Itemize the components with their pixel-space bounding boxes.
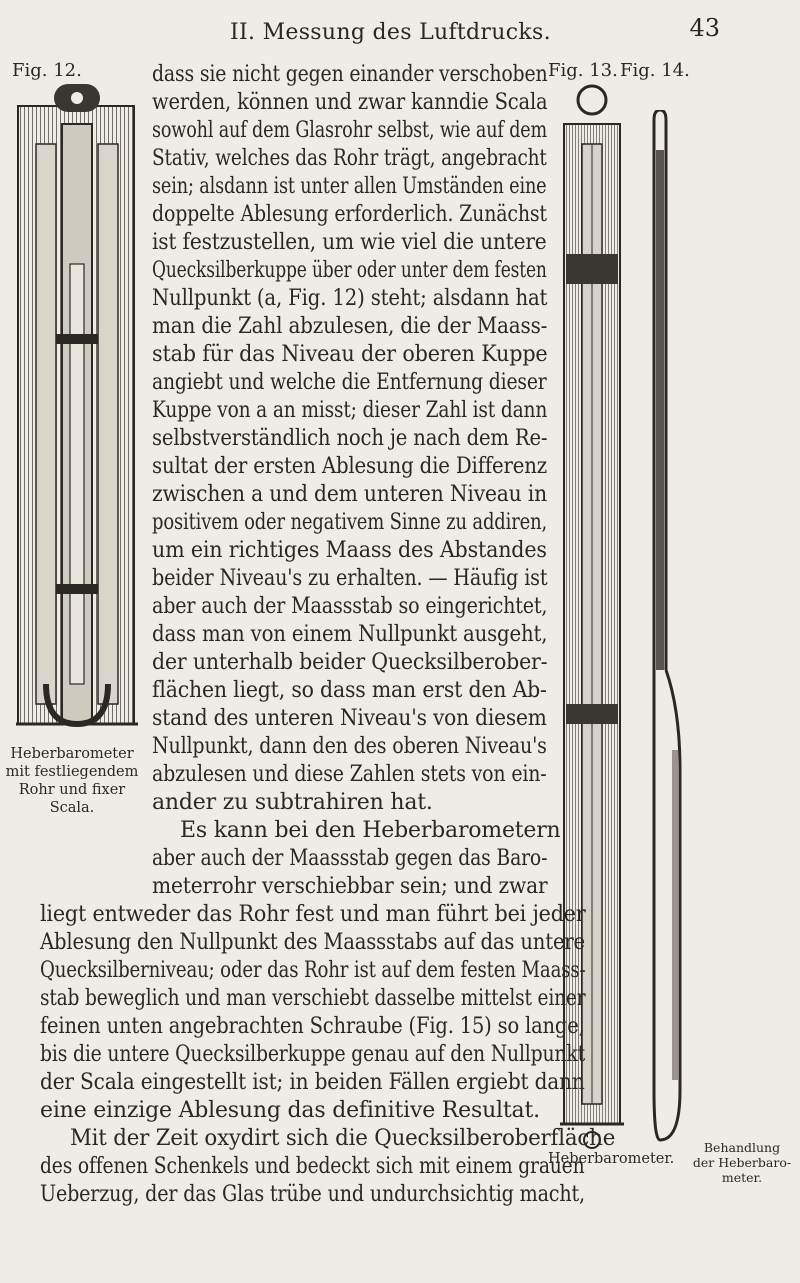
- fig12-label: Fig. 12.: [12, 60, 82, 81]
- fig12-caption: [4, 745, 140, 817]
- body-line: Kuppe von a an misst; dieser Zahl ist dann: [152, 398, 548, 423]
- body-line: aber auch der Maassstab so eingerichtet,: [152, 594, 548, 619]
- body-line: feinen unten angebrachten Schraube (Fig. 15) so lange,: [40, 1014, 585, 1039]
- body-line: werden, können und zwar kanndie Scala: [152, 90, 548, 115]
- body-line: eine einzige Ablesung das definitive Resultat.: [40, 1098, 540, 1123]
- body-line: stand des unteren Niveau's von diesem: [152, 706, 547, 731]
- fig13-label: Fig. 13.: [548, 60, 618, 81]
- running-title: II. Messung des Luftdrucks.: [230, 20, 551, 45]
- body-line: Nullpunkt, dann den des oberen Niveau's: [152, 734, 547, 759]
- margin-note-line: der Heberbaro-: [692, 1155, 792, 1170]
- body-line: sein; alsdann ist unter allen Umständen eine: [152, 174, 547, 199]
- body-line: beider Niveau's zu erhalten. — Häufig ist: [152, 566, 548, 591]
- fig12-caption-line: Scala.: [49, 800, 95, 816]
- page-number: 43: [689, 14, 720, 42]
- margin-note: [686, 1140, 798, 1185]
- body-line: Quecksilberniveau; oder das Rohr ist auf dem festen Maass-: [40, 958, 586, 983]
- body-line: abzulesen und diese Zahlen stets von ein-: [152, 762, 547, 787]
- fig14-label: Fig. 14.: [620, 60, 690, 81]
- body-line: positivem oder negativem Sinne zu addiren,: [152, 510, 548, 535]
- body-line: sultat der ersten Ablesung die Differenz: [152, 454, 548, 479]
- fig14-illustration: [636, 110, 686, 1150]
- body-line: Ueberzug, der das Glas trübe und undurchsichtig macht,: [40, 1182, 585, 1207]
- body-line: flächen liegt, so dass man erst den Ab-: [152, 678, 547, 703]
- body-line: Mit der Zeit oxydirt sich die Quecksilberoberfläche: [70, 1126, 616, 1151]
- fig12-caption-line: Heberbarometer: [10, 746, 134, 762]
- body-line: ander zu subtrahiren hat.: [152, 790, 433, 815]
- fig12-illustration: [16, 84, 138, 734]
- body-line: angiebt und welche die Entfernung dieser: [152, 370, 547, 395]
- body-line: zwischen a und dem unteren Niveau in: [152, 482, 547, 507]
- running-header: [150, 14, 720, 45]
- body-line: stab beweglich und man verschiebt dasselbe mittelst einer: [40, 986, 586, 1011]
- body-line: bis die untere Quecksilberkuppe genau auf den Nullpunkt: [40, 1042, 585, 1067]
- body-line: des offenen Schenkels und bedeckt sich mit einem grauen: [40, 1154, 585, 1179]
- body-line: Stativ, welches das Rohr trägt, angebracht: [152, 146, 547, 171]
- fig12-caption-line: mit festliegendem: [5, 764, 139, 780]
- margin-note-line: meter.: [721, 1170, 763, 1185]
- body-line: ist festzustellen, um wie viel die untere: [152, 230, 547, 255]
- body-line: Quecksilberkuppe über oder unter dem festen: [152, 258, 547, 283]
- body-line: dass man von einem Nullpunkt ausgeht,: [152, 622, 548, 647]
- body-line: stab für das Niveau der oberen Kuppe: [152, 342, 548, 367]
- body-line: dass sie nicht gegen einander verschoben: [152, 62, 548, 87]
- body-line: Es kann bei den Heberbarometern: [180, 818, 561, 843]
- body-line: Nullpunkt (a, Fig. 12) steht; alsdann hat: [152, 286, 548, 311]
- body-line: um ein richtiges Maass des Abstandes: [152, 538, 547, 563]
- margin-note-line: Behandlung: [703, 1140, 781, 1155]
- body-line: man die Zahl abzulesen, die der Maass-: [152, 314, 548, 339]
- body-line: Ablesung den Nullpunkt des Maassstabs auf das untere: [40, 930, 585, 955]
- body-line: meterrohr verschiebbar sein; und zwar: [152, 874, 548, 899]
- body-line: selbstverständlich noch je nach dem Re-: [152, 426, 548, 451]
- body-line: aber auch der Maassstab gegen das Baro-: [152, 846, 548, 871]
- fig13-caption: Heberbarometer.: [548, 1151, 675, 1167]
- body-line: der unterhalb beider Quecksilberober-: [152, 650, 548, 675]
- body-line: der Scala eingestellt ist; in beiden Fällen ergiebt dann: [40, 1070, 585, 1095]
- fig12-caption-line: Rohr und fixer: [18, 782, 126, 798]
- body-line: sowohl auf dem Glasrohr selbst, wie auf dem: [152, 118, 548, 143]
- body-line: liegt entweder das Rohr fest und man führt bei jeder: [40, 902, 586, 927]
- body-line: doppelte Ablesung erforderlich. Zunächst: [152, 202, 547, 227]
